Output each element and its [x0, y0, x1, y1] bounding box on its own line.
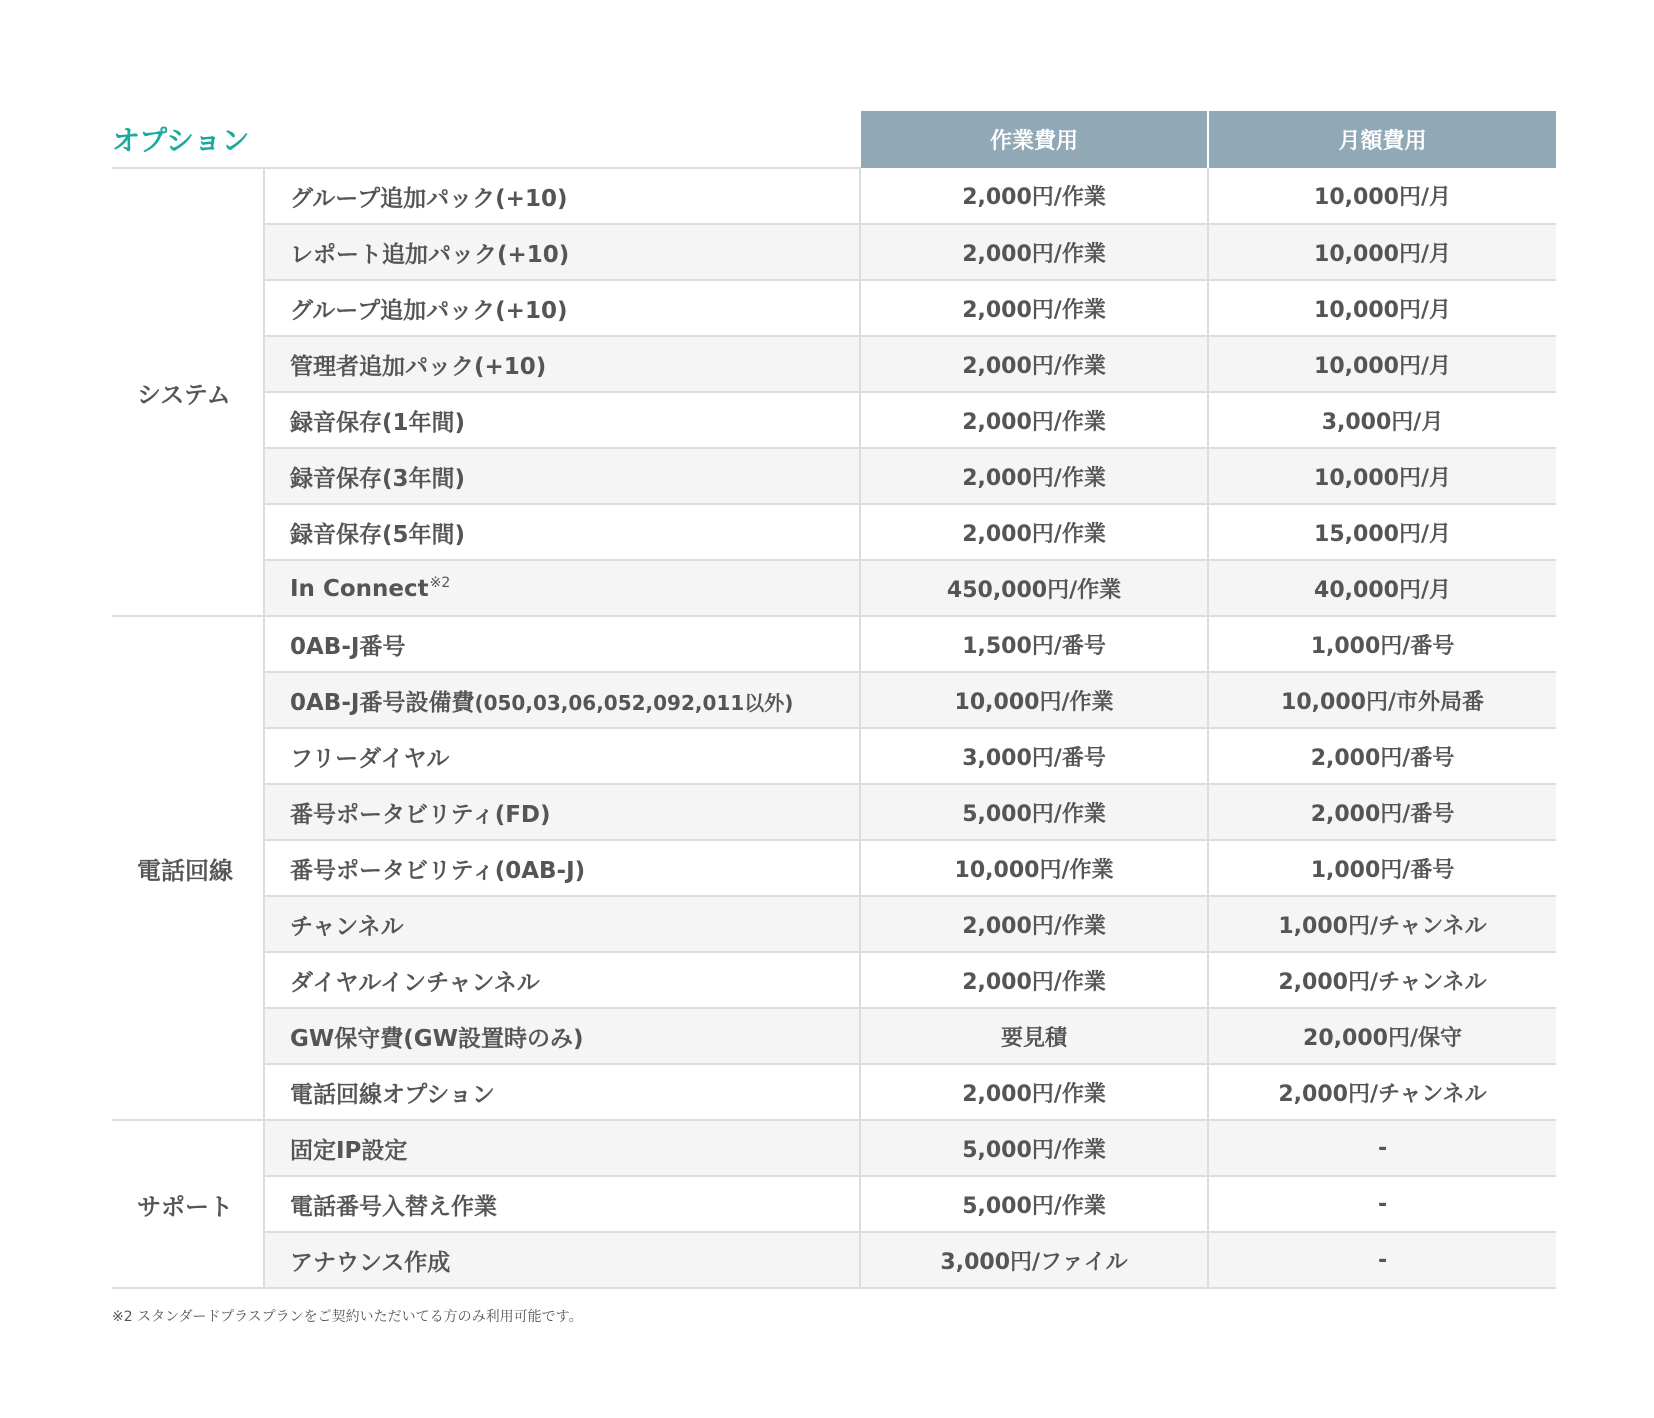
table-row — [112, 336, 1556, 392]
item-name-cell — [264, 672, 860, 728]
item-name-cell — [264, 840, 860, 896]
table-row — [112, 672, 1556, 728]
item-name-cell — [264, 224, 860, 280]
item-name: アナウンス作成 — [290, 1249, 451, 1276]
table-row — [112, 840, 1556, 896]
work-cost-cell: 5,000円/作業 — [860, 1176, 1208, 1232]
footnote: ※2 スタンダードプラスプランをご契約いただいてる方のみ利用可能です。 — [112, 1309, 583, 1325]
item-name-cell — [264, 1120, 860, 1176]
work-cost-cell: 5,000円/作業 — [860, 1120, 1208, 1176]
item-name: グループ追加パック(+10) — [290, 185, 568, 212]
item-name-cell — [264, 784, 860, 840]
item-name: 番号ポータビリティ(FD) — [290, 801, 551, 828]
work-cost-cell: 2,000円/作業 — [860, 448, 1208, 504]
item-name: 管理者追加パック(+10) — [290, 353, 547, 380]
work-cost-cell: 2,000円/作業 — [860, 336, 1208, 392]
table-header-row — [112, 111, 1556, 168]
monthly-cost-cell: 40,000円/月 — [1208, 560, 1556, 616]
monthly-cost-cell: 10,000円/月 — [1208, 280, 1556, 336]
section-title: オプション — [112, 111, 860, 168]
monthly-cost-cell: 2,000円/チャンネル — [1208, 1064, 1556, 1120]
work-cost-cell: 1,500円/番号 — [860, 616, 1208, 672]
work-cost-cell: 3,000円/ファイル — [860, 1232, 1208, 1288]
header-monthly-cost: 月額費用 — [1208, 111, 1556, 168]
table-row — [112, 1064, 1556, 1120]
monthly-cost-cell: 10,000円/月 — [1208, 448, 1556, 504]
monthly-cost-cell: 15,000円/月 — [1208, 504, 1556, 560]
monthly-cost-cell: 3,000円/月 — [1208, 392, 1556, 448]
item-name: 録音保存(3年間) — [290, 465, 466, 492]
table-row — [112, 168, 1556, 224]
monthly-cost-cell: 2,000円/番号 — [1208, 728, 1556, 784]
table-row — [112, 448, 1556, 504]
work-cost-cell: 10,000円/作業 — [860, 840, 1208, 896]
work-cost-cell: 450,000円/作業 — [860, 560, 1208, 616]
monthly-cost-cell: 20,000円/保守 — [1208, 1008, 1556, 1064]
item-name-cell — [264, 504, 860, 560]
item-name-cell — [264, 280, 860, 336]
category-label: サポート — [112, 1120, 264, 1288]
item-name: チャンネル — [290, 913, 404, 940]
item-name: フリーダイヤル — [290, 745, 450, 772]
table-row — [112, 560, 1556, 616]
item-name: 電話回線オプション — [290, 1081, 495, 1108]
table-row — [112, 1176, 1556, 1232]
table-row — [112, 224, 1556, 280]
table-row — [112, 1232, 1556, 1288]
item-name: In Connect — [290, 575, 429, 602]
item-name-cell — [264, 952, 860, 1008]
table-row — [112, 896, 1556, 952]
monthly-cost-cell: 2,000円/チャンネル — [1208, 952, 1556, 1008]
work-cost-cell: 3,000円/番号 — [860, 728, 1208, 784]
item-name-cell — [264, 168, 860, 224]
item-name-cell — [264, 448, 860, 504]
monthly-cost-cell: 10,000円/月 — [1208, 168, 1556, 224]
item-name: ダイヤルインチャンネル — [290, 969, 540, 996]
item-name: 0AB-J番号設備費 — [290, 689, 475, 716]
monthly-cost-cell: 1,000円/番号 — [1208, 840, 1556, 896]
item-name: 固定IP設定 — [290, 1137, 408, 1164]
item-name-cell — [264, 896, 860, 952]
monthly-cost-cell: 1,000円/チャンネル — [1208, 896, 1556, 952]
category-label: システム — [112, 168, 264, 616]
monthly-cost-cell: 10,000円/市外局番 — [1208, 672, 1556, 728]
work-cost-cell: 2,000円/作業 — [860, 280, 1208, 336]
options-pricing-section — [112, 111, 1556, 1289]
monthly-cost-cell: - — [1208, 1232, 1556, 1288]
work-cost-cell: 2,000円/作業 — [860, 1064, 1208, 1120]
item-name: GW保守費(GW設置時のみ) — [290, 1025, 584, 1052]
table-row — [112, 1008, 1556, 1064]
item-name: レポート追加パック(+10) — [290, 241, 570, 268]
item-name: 番号ポータビリティ(0AB-J) — [290, 857, 586, 884]
monthly-cost-cell: 10,000円/月 — [1208, 224, 1556, 280]
item-name-suffix: (050,03,06,052,092,011以外) — [474, 690, 794, 715]
monthly-cost-cell: - — [1208, 1176, 1556, 1232]
table-row — [112, 1120, 1556, 1176]
category-label: 電話回線 — [112, 616, 264, 1120]
item-name: 電話番号入替え作業 — [290, 1193, 497, 1220]
monthly-cost-cell: 2,000円/番号 — [1208, 784, 1556, 840]
table-row — [112, 392, 1556, 448]
work-cost-cell: 2,000円/作業 — [860, 952, 1208, 1008]
options-pricing-table — [112, 111, 1556, 1289]
item-name: 0AB-J番号 — [290, 633, 406, 660]
table-row — [112, 504, 1556, 560]
table-row — [112, 616, 1556, 672]
footnote-mark: ※2 — [429, 574, 451, 591]
item-name-cell — [264, 728, 860, 784]
item-name-cell — [264, 336, 860, 392]
item-name: グループ追加パック(+10) — [290, 297, 568, 324]
item-name-cell — [264, 560, 860, 616]
table-row — [112, 952, 1556, 1008]
item-name-cell — [264, 1008, 860, 1064]
monthly-cost-cell: 10,000円/月 — [1208, 336, 1556, 392]
work-cost-cell: 2,000円/作業 — [860, 168, 1208, 224]
item-name-cell — [264, 1176, 860, 1232]
header-work-cost: 作業費用 — [860, 111, 1208, 168]
item-name: 録音保存(1年間) — [290, 409, 466, 436]
work-cost-cell: 要見積 — [860, 1008, 1208, 1064]
table-body — [112, 168, 1556, 1288]
table-row — [112, 784, 1556, 840]
item-name-cell — [264, 392, 860, 448]
item-name-cell — [264, 1064, 860, 1120]
work-cost-cell: 2,000円/作業 — [860, 896, 1208, 952]
work-cost-cell: 2,000円/作業 — [860, 224, 1208, 280]
item-name-cell — [264, 616, 860, 672]
work-cost-cell: 5,000円/作業 — [860, 784, 1208, 840]
monthly-cost-cell: 1,000円/番号 — [1208, 616, 1556, 672]
work-cost-cell: 2,000円/作業 — [860, 392, 1208, 448]
work-cost-cell: 10,000円/作業 — [860, 672, 1208, 728]
item-name-cell — [264, 1232, 860, 1288]
monthly-cost-cell: - — [1208, 1120, 1556, 1176]
table-row — [112, 728, 1556, 784]
item-name: 録音保存(5年間) — [290, 521, 466, 548]
work-cost-cell: 2,000円/作業 — [860, 504, 1208, 560]
table-row — [112, 280, 1556, 336]
